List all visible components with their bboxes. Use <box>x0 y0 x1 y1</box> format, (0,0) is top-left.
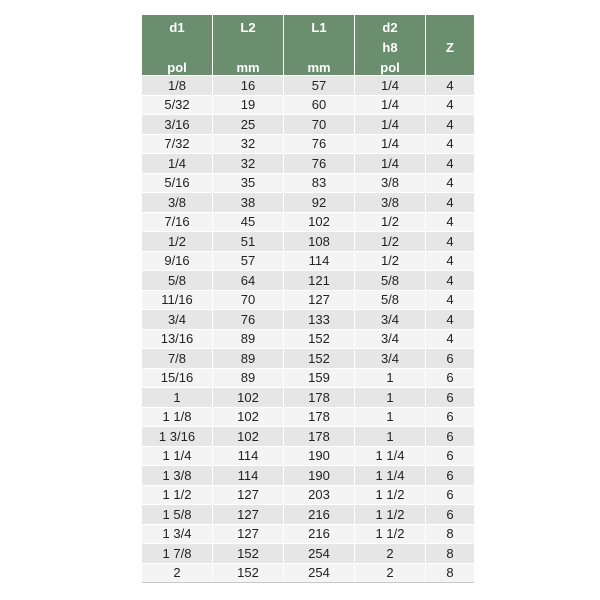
cell-l1: 114 <box>284 251 355 271</box>
cell-d2: 1/2 <box>355 231 426 251</box>
cell-l2: 19 <box>213 95 284 115</box>
cell-d1: 3/8 <box>142 192 213 212</box>
cell-l1: 254 <box>284 543 355 563</box>
cell-d1: 1 3/16 <box>142 426 213 446</box>
cell-l2: 16 <box>213 75 284 95</box>
cell-l1: 254 <box>284 563 355 583</box>
cell-z: 4 <box>426 231 474 251</box>
cell-d1: 1 3/4 <box>142 524 213 544</box>
table-row <box>142 75 474 95</box>
header-z <box>426 15 474 75</box>
cell-l2: 89 <box>213 329 284 349</box>
cell-d2: 1/4 <box>355 114 426 134</box>
cell-l1: 92 <box>284 192 355 212</box>
cell-l1: 178 <box>284 426 355 446</box>
cell-z: 6 <box>426 407 474 427</box>
cell-d1: 1 3/8 <box>142 465 213 485</box>
cell-l2: 64 <box>213 270 284 290</box>
cell-d1: 1/8 <box>142 75 213 95</box>
cell-l1: 190 <box>284 465 355 485</box>
header-d2-tolerance: h8 <box>382 40 398 55</box>
table-row <box>142 290 474 310</box>
table-row <box>142 95 474 115</box>
cell-d2: 1/4 <box>355 153 426 173</box>
cell-z: 4 <box>426 95 474 115</box>
cell-z: 4 <box>426 290 474 310</box>
table-row <box>142 212 474 232</box>
cell-z: 6 <box>426 465 474 485</box>
cell-l1: 121 <box>284 270 355 290</box>
cell-l1: 60 <box>284 95 355 115</box>
header-d2-label: d2 <box>382 20 398 35</box>
table-row <box>142 407 474 427</box>
dimension-table <box>142 15 474 582</box>
cell-l1: 152 <box>284 348 355 368</box>
header-l1-unit: mm <box>307 60 331 75</box>
cell-l2: 76 <box>213 309 284 329</box>
cell-l2: 25 <box>213 114 284 134</box>
cell-l2: 51 <box>213 231 284 251</box>
cell-z: 4 <box>426 173 474 193</box>
cell-d2: 1 1/4 <box>355 446 426 466</box>
table-row <box>142 485 474 505</box>
cell-l1: 70 <box>284 114 355 134</box>
cell-z: 6 <box>426 504 474 524</box>
table-row <box>142 504 474 524</box>
cell-l2: 114 <box>213 465 284 485</box>
table-row <box>142 309 474 329</box>
cell-l1: 152 <box>284 329 355 349</box>
cell-d2: 1 1/2 <box>355 485 426 505</box>
table-row <box>142 114 474 134</box>
table-row <box>142 543 474 563</box>
cell-d2: 1 1/4 <box>355 465 426 485</box>
cell-l1: 216 <box>284 524 355 544</box>
header-l1 <box>284 15 355 75</box>
table-row <box>142 348 474 368</box>
header-d2-unit: pol <box>380 60 400 75</box>
cell-d2: 1/2 <box>355 251 426 271</box>
cell-z: 6 <box>426 485 474 505</box>
cell-d1: 1 5/8 <box>142 504 213 524</box>
table-row <box>142 173 474 193</box>
cell-d1: 1 1/2 <box>142 485 213 505</box>
cell-d1: 9/16 <box>142 251 213 271</box>
cell-d2: 3/8 <box>355 192 426 212</box>
cell-d2: 2 <box>355 563 426 583</box>
table-row <box>142 524 474 544</box>
cell-d1: 1 7/8 <box>142 543 213 563</box>
cell-d1: 1 1/4 <box>142 446 213 466</box>
cell-l2: 127 <box>213 524 284 544</box>
cell-d2: 1/4 <box>355 134 426 154</box>
cell-l2: 32 <box>213 134 284 154</box>
cell-d1: 11/16 <box>142 290 213 310</box>
table-row <box>142 465 474 485</box>
cell-z: 4 <box>426 114 474 134</box>
table-row <box>142 251 474 271</box>
cell-l2: 127 <box>213 485 284 505</box>
cell-z: 6 <box>426 387 474 407</box>
cell-l2: 70 <box>213 290 284 310</box>
table-row <box>142 192 474 212</box>
cell-d1: 15/16 <box>142 368 213 388</box>
cell-z: 8 <box>426 524 474 544</box>
table-row <box>142 134 474 154</box>
table-row <box>142 387 474 407</box>
cell-d2: 1 1/2 <box>355 504 426 524</box>
cell-d1: 7/32 <box>142 134 213 154</box>
cell-d1: 7/16 <box>142 212 213 232</box>
cell-d1: 3/16 <box>142 114 213 134</box>
cell-z: 4 <box>426 153 474 173</box>
cell-l1: 57 <box>284 75 355 95</box>
header-row <box>142 15 474 75</box>
cell-d1: 2 <box>142 563 213 583</box>
cell-d2: 1/4 <box>355 95 426 115</box>
cell-l1: 76 <box>284 153 355 173</box>
table-row <box>142 270 474 290</box>
cell-d2: 1/2 <box>355 212 426 232</box>
cell-d2: 1 <box>355 387 426 407</box>
header-d2 <box>355 15 426 75</box>
cell-d1: 13/16 <box>142 329 213 349</box>
cell-l1: 203 <box>284 485 355 505</box>
cell-l1: 178 <box>284 387 355 407</box>
cell-l1: 216 <box>284 504 355 524</box>
cell-l1: 159 <box>284 368 355 388</box>
cell-d1: 7/8 <box>142 348 213 368</box>
cell-z: 4 <box>426 212 474 232</box>
cell-l2: 89 <box>213 368 284 388</box>
cell-l2: 89 <box>213 348 284 368</box>
cell-l2: 152 <box>213 543 284 563</box>
cell-d2: 5/8 <box>355 290 426 310</box>
cell-z: 4 <box>426 270 474 290</box>
header-d1-unit: pol <box>167 60 187 75</box>
cell-l2: 32 <box>213 153 284 173</box>
cell-l1: 127 <box>284 290 355 310</box>
cell-d1: 1/4 <box>142 153 213 173</box>
header-l2 <box>213 15 284 75</box>
cell-l2: 102 <box>213 407 284 427</box>
cell-l1: 190 <box>284 446 355 466</box>
table-body <box>142 75 474 582</box>
cell-l2: 114 <box>213 446 284 466</box>
cell-d2: 1 <box>355 368 426 388</box>
cell-l2: 38 <box>213 192 284 212</box>
cell-z: 4 <box>426 251 474 271</box>
cell-d1: 1 1/8 <box>142 407 213 427</box>
cell-z: 4 <box>426 75 474 95</box>
cell-l2: 45 <box>213 212 284 232</box>
table-row <box>142 446 474 466</box>
cell-l1: 108 <box>284 231 355 251</box>
cell-l2: 127 <box>213 504 284 524</box>
header-z-label: Z <box>446 40 454 55</box>
cell-z: 6 <box>426 368 474 388</box>
cell-l1: 76 <box>284 134 355 154</box>
cell-z: 8 <box>426 563 474 583</box>
table-row <box>142 153 474 173</box>
header-l2-label: L2 <box>240 20 256 35</box>
cell-l2: 35 <box>213 173 284 193</box>
cell-l1: 83 <box>284 173 355 193</box>
cell-d1: 5/16 <box>142 173 213 193</box>
table-row <box>142 231 474 251</box>
dimension-table-container <box>142 15 474 583</box>
table-row <box>142 329 474 349</box>
cell-z: 6 <box>426 426 474 446</box>
header-d1-label: d1 <box>169 20 185 35</box>
table-row <box>142 426 474 446</box>
cell-z: 8 <box>426 543 474 563</box>
cell-z: 4 <box>426 329 474 349</box>
cell-z: 6 <box>426 446 474 466</box>
cell-l2: 57 <box>213 251 284 271</box>
cell-z: 4 <box>426 309 474 329</box>
cell-l2: 102 <box>213 387 284 407</box>
cell-l1: 102 <box>284 212 355 232</box>
cell-z: 4 <box>426 134 474 154</box>
table-bottom-rule <box>142 582 474 583</box>
cell-l2: 102 <box>213 426 284 446</box>
cell-d1: 3/4 <box>142 309 213 329</box>
cell-d2: 3/4 <box>355 309 426 329</box>
cell-d2: 1 <box>355 407 426 427</box>
table-row <box>142 368 474 388</box>
cell-d1: 5/32 <box>142 95 213 115</box>
cell-l2: 152 <box>213 563 284 583</box>
cell-d1: 1 <box>142 387 213 407</box>
cell-d2: 2 <box>355 543 426 563</box>
cell-d2: 1 <box>355 426 426 446</box>
cell-z: 4 <box>426 192 474 212</box>
header-l2-unit: mm <box>236 60 260 75</box>
cell-d2: 5/8 <box>355 270 426 290</box>
cell-d2: 3/8 <box>355 173 426 193</box>
header-l1-label: L1 <box>311 20 327 35</box>
cell-d2: 3/4 <box>355 348 426 368</box>
cell-l1: 178 <box>284 407 355 427</box>
table-row <box>142 563 474 583</box>
cell-d2: 3/4 <box>355 329 426 349</box>
header-d1 <box>142 15 213 75</box>
cell-d1: 5/8 <box>142 270 213 290</box>
cell-d2: 1/4 <box>355 75 426 95</box>
cell-d1: 1/2 <box>142 231 213 251</box>
cell-l1: 133 <box>284 309 355 329</box>
cell-z: 6 <box>426 348 474 368</box>
cell-d2: 1 1/2 <box>355 524 426 544</box>
table-header <box>142 15 474 75</box>
